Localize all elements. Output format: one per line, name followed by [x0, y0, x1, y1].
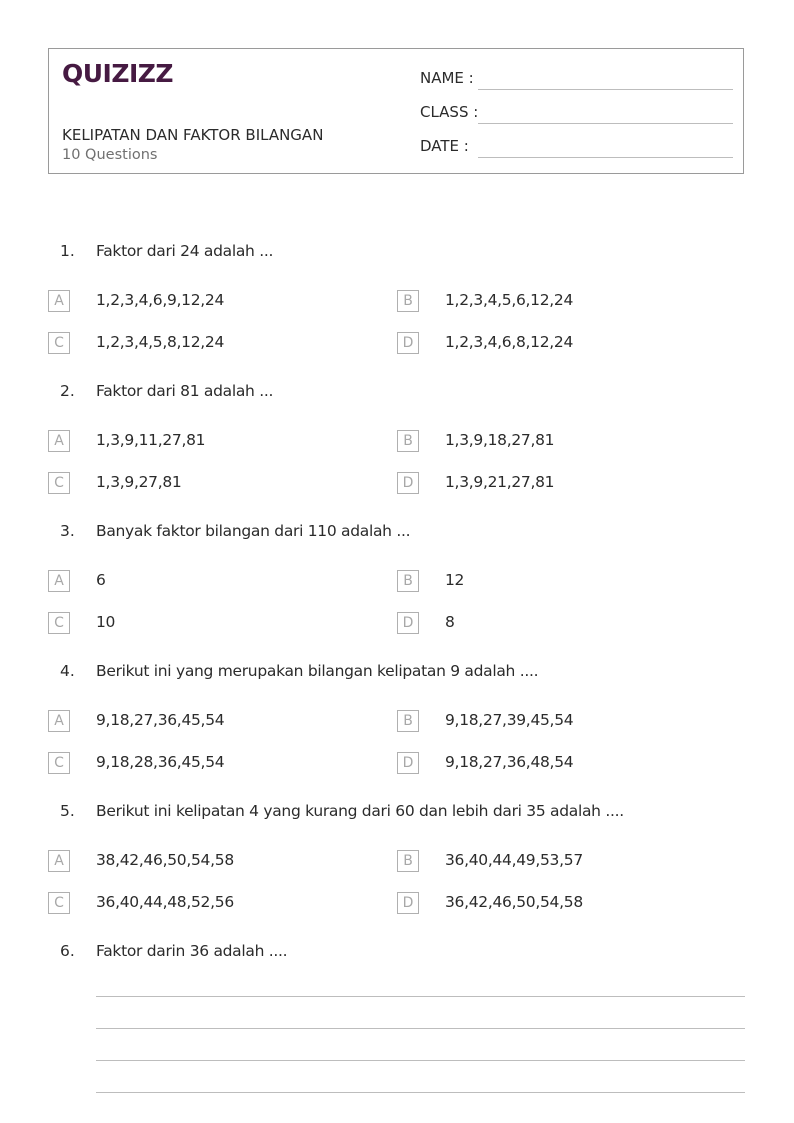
option-text-a[interactable]: 38,42,46,50,54,58	[96, 851, 234, 869]
option-letter-c[interactable]: C	[48, 332, 70, 354]
option-text-b[interactable]: 1,2,3,4,5,6,12,24	[445, 291, 574, 309]
question-number: 4.	[60, 662, 75, 680]
name-label: NAME :	[420, 69, 474, 87]
option-text-c[interactable]: 1,2,3,4,5,8,12,24	[96, 333, 225, 351]
option-text-d[interactable]: 9,18,27,36,48,54	[445, 753, 574, 771]
question-text: Berikut ini kelipatan 4 yang kurang dari 60 dan lebih dari 35 adalah ....	[96, 802, 624, 820]
option-text-a[interactable]: 1,2,3,4,6,9,12,24	[96, 291, 225, 309]
question-text: Faktor dari 81 adalah ...	[96, 382, 274, 400]
option-text-b[interactable]: 9,18,27,39,45,54	[445, 711, 574, 729]
question-text: Banyak faktor bilangan dari 110 adalah ...	[96, 522, 411, 540]
option-letter-d[interactable]: D	[397, 612, 419, 634]
option-letter-d[interactable]: D	[397, 892, 419, 914]
question-number: 6.	[60, 942, 75, 960]
answer-line[interactable]	[96, 1060, 745, 1061]
option-text-d[interactable]: 8	[445, 613, 455, 631]
answer-line[interactable]	[96, 1028, 745, 1029]
option-text-a[interactable]: 1,3,9,11,27,81	[96, 431, 206, 449]
option-letter-a[interactable]: A	[48, 570, 70, 592]
option-text-c[interactable]: 36,40,44,48,52,56	[96, 893, 234, 911]
question-number: 1.	[60, 242, 75, 260]
option-letter-a[interactable]: A	[48, 850, 70, 872]
option-letter-d[interactable]: D	[397, 752, 419, 774]
question-text: Berikut ini yang merupakan bilangan kelipatan 9 adalah ....	[96, 662, 539, 680]
option-letter-b[interactable]: B	[397, 430, 419, 452]
option-text-d[interactable]: 36,42,46,50,54,58	[445, 893, 583, 911]
option-text-c[interactable]: 1,3,9,27,81	[96, 473, 182, 491]
question-text: Faktor darin 36 adalah ....	[96, 942, 288, 960]
option-letter-b[interactable]: B	[397, 290, 419, 312]
option-text-a[interactable]: 9,18,27,36,45,54	[96, 711, 225, 729]
question-count: 10 Questions	[62, 147, 158, 163]
option-letter-c[interactable]: C	[48, 472, 70, 494]
option-letter-d[interactable]: D	[397, 332, 419, 354]
question-number: 5.	[60, 802, 75, 820]
question-number: 3.	[60, 522, 75, 540]
date-label: DATE :	[420, 137, 469, 155]
answer-line[interactable]	[96, 996, 745, 997]
option-text-d[interactable]: 1,2,3,4,6,8,12,24	[445, 333, 574, 351]
date-field-line	[478, 157, 733, 158]
option-text-c[interactable]: 10	[96, 613, 116, 631]
option-text-b[interactable]: 1,3,9,18,27,81	[445, 431, 555, 449]
class-label: CLASS :	[420, 103, 479, 121]
option-letter-b[interactable]: B	[397, 710, 419, 732]
option-text-d[interactable]: 1,3,9,21,27,81	[445, 473, 555, 491]
question-number: 2.	[60, 382, 75, 400]
quizizz-logo: QUIZIZZ	[62, 59, 174, 88]
option-letter-b[interactable]: B	[397, 570, 419, 592]
class-field-line	[478, 123, 733, 124]
answer-line[interactable]	[96, 1092, 745, 1093]
option-letter-a[interactable]: A	[48, 430, 70, 452]
option-letter-a[interactable]: A	[48, 710, 70, 732]
option-letter-c[interactable]: C	[48, 892, 70, 914]
worksheet-title: KELIPATAN DAN FAKTOR BILANGAN	[62, 126, 324, 144]
option-text-b[interactable]: 36,40,44,49,53,57	[445, 851, 583, 869]
option-letter-c[interactable]: C	[48, 612, 70, 634]
option-letter-a[interactable]: A	[48, 290, 70, 312]
option-text-c[interactable]: 9,18,28,36,45,54	[96, 753, 225, 771]
name-field-line	[478, 89, 733, 90]
option-letter-c[interactable]: C	[48, 752, 70, 774]
option-text-a[interactable]: 6	[96, 571, 106, 589]
question-text: Faktor dari 24 adalah ...	[96, 242, 274, 260]
option-text-b[interactable]: 12	[445, 571, 465, 589]
option-letter-b[interactable]: B	[397, 850, 419, 872]
worksheet-header	[48, 48, 744, 174]
option-letter-d[interactable]: D	[397, 472, 419, 494]
